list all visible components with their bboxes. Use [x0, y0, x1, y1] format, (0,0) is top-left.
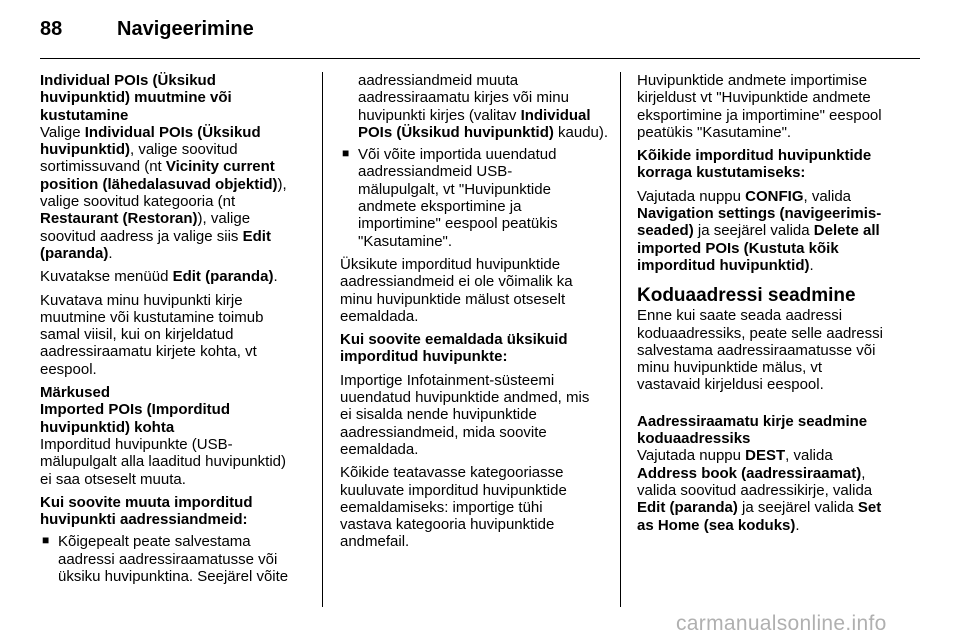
paragraph-cannot-remove: Üksikute imporditud huvipunktide aadressiandmeid ei ole võimalik ka minu huvipunktide mälust otseselt eemaldada.	[340, 255, 573, 325]
page-title: Navigeerimine	[117, 18, 254, 40]
paragraph-remove-category: Kõikide teatavasse kategooriasse kuuluvate imporditud huvipunktide eemaldamiseks: importige tühi vastava kategooria huvipunktide andmefail.	[340, 464, 567, 551]
bullet-import-updated: ■ Või võite importida uuendatud aadressiandmeid USB- mälupulgalt, vt "Huvipunktide andmete eksportimine ja importimine" eespool peatükis "Kasutamine".	[340, 146, 610, 250]
heading-change-imported: Kui soovite muuta imporditud huvipunkti aadressiandmeid:	[40, 493, 253, 529]
column-3	[637, 72, 922, 534]
paragraph-import-description: Huvipunktide andmete importimise kirjeldust vt "Huvipunktide andmete eksportimine ja importimine" eespool peatükis "Kasutamine".	[637, 72, 882, 141]
paragraph-imported-pois-info: Imporditud huvipunkte (USB- mälupulgalt alla laaditud huvipunktid) ei saa otseselt muuta.	[40, 435, 286, 488]
paragraph-edit-delete-info: Kuvatava minu huvipunkti kirje muutmine või kustutamine toimub samal viisil, kui on kirjeldatud aadressiraamatu kirjete kohta, vt eespool.	[40, 291, 264, 378]
heading-edit-individual-pois: Individual POIs (Üksikud huvipunktid) muutmine või kustutamine	[40, 72, 232, 124]
heading-imported-pois: Imported POIs (Imporditud huvipunktid) kohta	[40, 401, 230, 436]
heading-delete-all: Kõikide imporditud huvipunktide korraga kustutamiseks:	[637, 147, 872, 182]
paragraph-select-individual-pois: Valige Individual POIs (Üksikud huvipunktid), valige soovitud sortimissuvand (nt Vicinity current position (lähedalasuvad objektid)), valige soovitud kategooria (nt Restaurant (Restoran)), valige soovitud aadress ja valige siis Edit (paranda).	[40, 123, 287, 262]
column-divider-1	[322, 72, 323, 607]
page-header	[40, 18, 254, 48]
paragraph-dest-steps: Vajutada nuppu DEST, valida Address book (aadressiraamat), valida soovitud aadressikirje, valida Edit (paranda) ja seejärel valida Set as Home (sea koduks).	[637, 447, 882, 534]
paragraph-edit-menu: Kuvatakse menüüd Edit (paranda).	[40, 268, 278, 286]
page-number: 88	[40, 18, 63, 40]
heading-set-home: Aadressiraamatu kirje seadmine koduaadressiks	[637, 412, 868, 448]
column-1	[40, 72, 310, 585]
bullet-continuation: aadressiandmeid muuta aadressiraamatu kirjes või minu huvipunkti kirjes (valitav Individual POIs (Üksikud huvipunktid) kaudu).	[358, 72, 609, 141]
paragraph-import-infotainment: Importige Infotainment-süsteemi uuendatud huvipunktide andmed, mis ei sisalda nende huvipunktide aadressiandmeid, mida soovite eemaldada.	[340, 371, 590, 458]
section-title-home-address: Koduaadressi seadmine	[637, 285, 856, 307]
column-2	[340, 72, 610, 551]
heading-notes: Märkused	[40, 384, 111, 402]
heading-remove-individual: Kui soovite eemaldada üksikuid imporditud huvipunkte:	[340, 331, 568, 366]
paragraph-home-address-info: Enne kui saate seada aadressi koduaadressiks, peate selle aadressi salvestama aadressiraamatusse või minu huvipunktide mälus, vt vastavaid kirjeldusi eespool.	[637, 307, 883, 394]
paragraph-config-steps: Vajutada nuppu CONFIG, valida Navigation settings (navigeerimis- seaded) ja seejärel valida Delete all imported POIs (Kustuta kõik imporditud huvipunktid).	[637, 187, 882, 274]
watermark: carmanualsonline.info	[676, 612, 887, 635]
bullet-save-address: ■ Kõigepealt peate salvestama aadressi aadressiraamatusse või üksiku huvipunktina. Seejärel võite	[40, 533, 310, 585]
header-divider	[40, 58, 920, 59]
column-divider-2	[620, 72, 621, 607]
